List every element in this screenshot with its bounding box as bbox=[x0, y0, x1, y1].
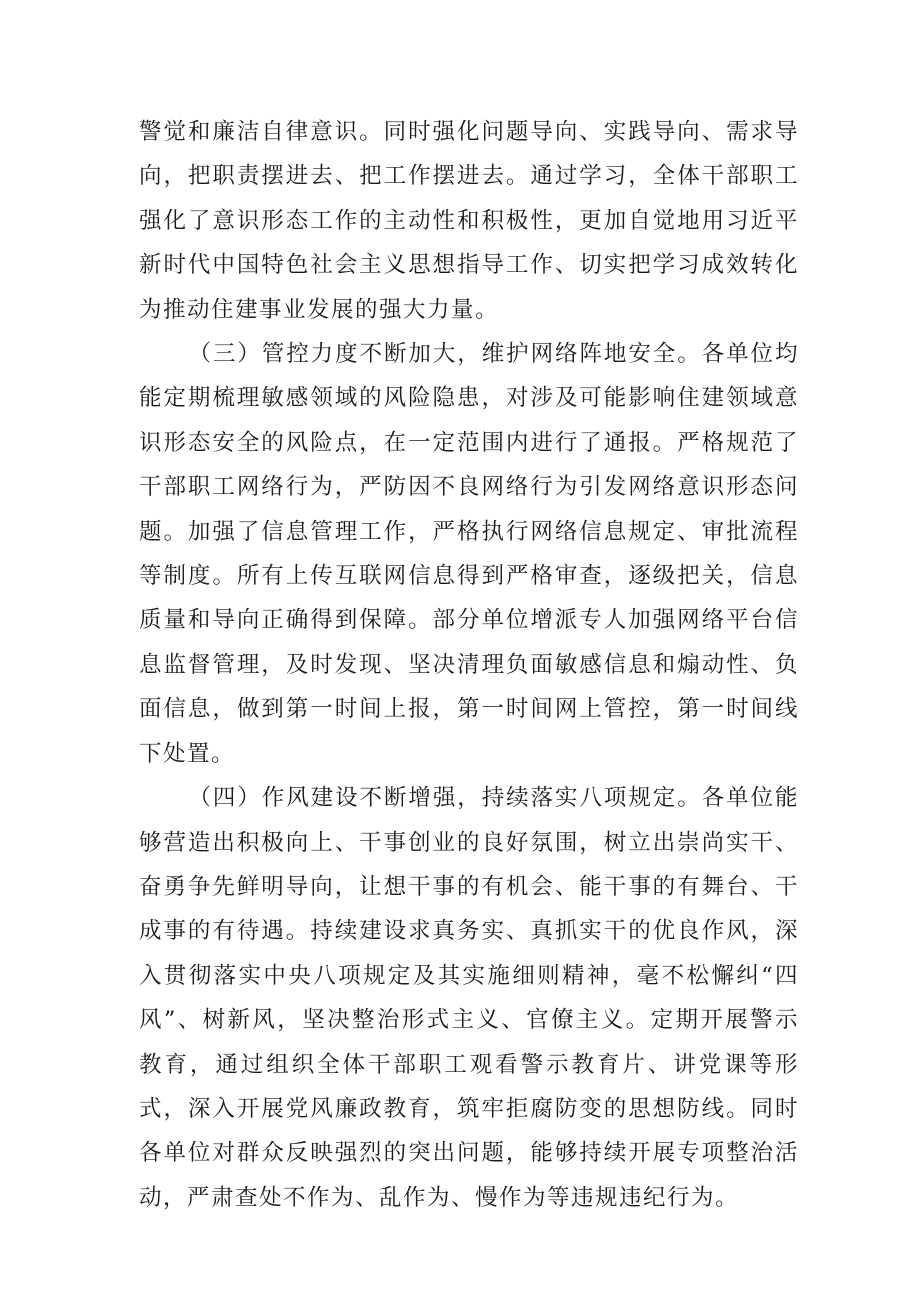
paragraph-section-4: （四）作风建设不断增强，持续落实八项规定。各单位能够营造出积极向上、干事创业的良好氛围，树立出崇尚实干、奋勇争先鲜明导向，让想干事的有机会、能干事的有舞台、干成事的有待遇。持续建设求真务实、真抓实干的优良作风，深入贯彻落实中央八项规定及其实施细则精神，毫不松懈纠“四风”、树新风，坚决整治形式主义、官僚主义。定期开展警示教育，通过组织全体干部职工观看警示教育片、讲党课等形式，深入开展党风廉政教育，筑牢拒腐防变的思想防线。同时各单位对群众反映强烈的突出问题，能够持续开展专项整治活动，严肃查处不作为、乱作为、慢作为等违规违纪行为。 bbox=[139, 785, 799, 1211]
document-body bbox=[139, 110, 799, 1220]
paragraph-section-3: （三）管控力度不断加大，维护网络阵地安全。各单位均能定期梳理敏感领域的风险隐患，对涉及可能影响住建领域意识形态安全的风险点，在一定范围内进行了通报。严格规范了干部职工网络行为，严防因不良网络行为引发网络意识形态问题。加强了信息管理工作，严格执行网络信息规定、审批流程等制度。所有上传互联网信息得到严格审查，逐级把关，信息质量和导向正确得到保障。部分单位增派专人加强网络平台信息监督管理，及时发现、坚决清理负面敏感信息和煽动性、负面信息，做到第一时间上报，第一时间网上管控，第一时间线下处置。 bbox=[139, 341, 799, 767]
paragraph-continuation: 警觉和廉洁自律意识。同时强化问题导向、实践导向、需求导向，把职责摆进去、把工作摆进去。通过学习，全体干部职工强化了意识形态工作的主动性和积极性，更加自觉地用习近平新时代中国特色社会主义思想指导工作、切实把学习成效转化为推动住建事业发展的强大力量。 bbox=[139, 119, 799, 323]
